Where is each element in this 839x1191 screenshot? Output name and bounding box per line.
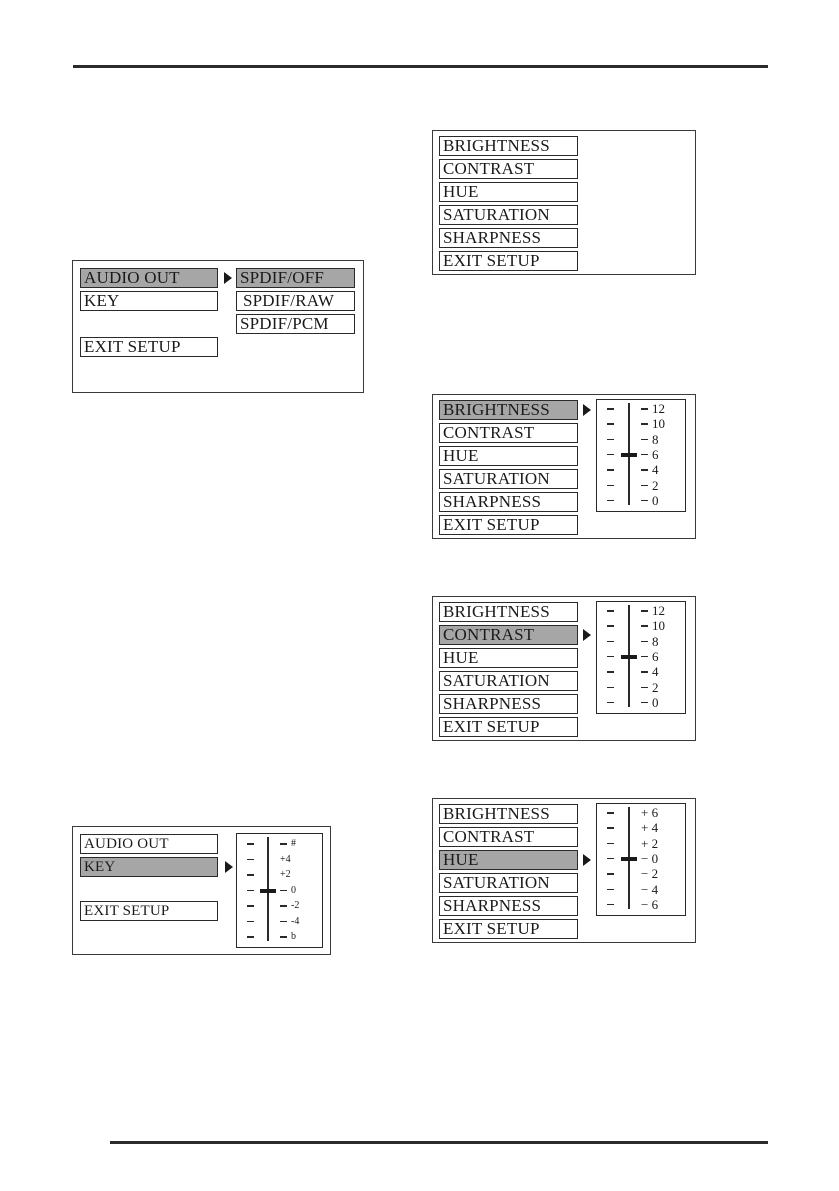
menu-item-sharpness[interactable]: SHARPNESS xyxy=(439,694,578,714)
menu-item-audio-out[interactable]: AUDIO OUT xyxy=(80,268,218,288)
scale-tick-right xyxy=(641,408,648,410)
menu-item-key[interactable]: KEY xyxy=(80,857,218,877)
scale-tick-right xyxy=(280,921,287,923)
scale-label: 10 xyxy=(652,618,665,634)
menu-item-brightness[interactable]: BRIGHTNESS xyxy=(439,400,578,420)
hue-level-scale[interactable] xyxy=(596,803,686,916)
menu-item-contrast[interactable]: CONTRAST xyxy=(439,423,578,443)
scale-label: + 4 xyxy=(641,820,659,836)
scale-tick-left xyxy=(607,439,614,441)
scale-tick-left xyxy=(607,889,614,891)
scale-tick-left xyxy=(607,454,614,456)
scale-tick-left xyxy=(607,843,614,845)
scale-label: 4 xyxy=(652,664,659,680)
scale-tick-left xyxy=(607,687,614,689)
scale-label: + 6 xyxy=(641,805,659,820)
scale-tick-left xyxy=(607,702,614,704)
slider-knob[interactable] xyxy=(621,857,637,861)
scale-tick-right xyxy=(641,485,648,487)
scale-tick-left xyxy=(607,812,614,814)
brightness-menu xyxy=(432,394,696,539)
menu-item-contrast[interactable]: CONTRAST xyxy=(439,625,578,645)
scale-tick-right xyxy=(641,702,648,704)
scale-tick-right xyxy=(641,687,648,689)
arrow-right-icon xyxy=(225,861,233,873)
menu-item-hue[interactable]: HUE xyxy=(439,850,578,870)
scale-label: 0 xyxy=(291,884,296,896)
menu-item-audio-out[interactable]: AUDIO OUT xyxy=(80,834,218,854)
menu-item-exit-setup[interactable]: EXIT SETUP xyxy=(439,919,578,939)
scale-tick-right xyxy=(641,454,648,456)
slider-knob[interactable] xyxy=(260,889,276,893)
top-rule xyxy=(73,65,768,68)
scale-label: − 2 xyxy=(641,866,659,882)
arrow-right-icon xyxy=(224,272,232,284)
scale-tick-right xyxy=(280,905,287,907)
scale-label: # xyxy=(291,838,296,849)
menu-item-brightness[interactable]: BRIGHTNESS xyxy=(439,602,578,622)
video-setup-menu xyxy=(432,130,696,275)
scale-label: 8 xyxy=(652,633,659,649)
scale-label: 2 xyxy=(652,679,659,695)
menu-item-exit-setup[interactable]: EXIT SETUP xyxy=(439,717,578,737)
scale-tick-left xyxy=(607,858,614,860)
option-spdif-off[interactable]: SPDIF/OFF xyxy=(236,268,355,288)
scale-tick-left xyxy=(607,671,614,673)
contrast-menu xyxy=(432,596,696,741)
scale-tick-right xyxy=(641,500,648,502)
hue-menu xyxy=(432,798,696,943)
menu-item-exit-setup[interactable]: EXIT SETUP xyxy=(80,901,218,921)
scale-label: 12 xyxy=(652,603,665,618)
scale-tick-left xyxy=(607,656,614,658)
menu-item-exit-setup[interactable]: EXIT SETUP xyxy=(80,337,218,357)
scale-label: 0 xyxy=(652,694,659,710)
menu-item-hue[interactable]: HUE xyxy=(439,182,578,202)
scale-tick-left xyxy=(607,408,614,410)
key-setup-menu xyxy=(72,826,331,955)
scale-label: 4 xyxy=(652,462,659,478)
scale-tick-left xyxy=(607,485,614,487)
slider-knob[interactable] xyxy=(621,453,637,457)
scale-tick-right xyxy=(641,641,648,643)
scale-label: − 6 xyxy=(641,896,659,912)
scale-tick-left xyxy=(607,610,614,612)
menu-item-hue[interactable]: HUE xyxy=(439,446,578,466)
scale-label: 2 xyxy=(652,477,659,493)
brightness-level-scale[interactable] xyxy=(596,399,686,512)
scale-tick-right xyxy=(641,610,648,612)
bottom-rule xyxy=(110,1141,768,1144)
arrow-right-icon xyxy=(583,854,591,866)
scale-label: + 2 xyxy=(641,835,659,851)
menu-item-saturation[interactable]: SATURATION xyxy=(439,205,578,225)
scale-tick-right xyxy=(641,625,648,627)
scale-label: +2 xyxy=(280,869,291,880)
scale-tick-left xyxy=(247,874,254,876)
scale-label: 6 xyxy=(652,648,659,664)
arrow-right-icon xyxy=(583,404,591,416)
key-level-scale[interactable] xyxy=(236,833,323,948)
scale-tick-left xyxy=(247,843,254,845)
menu-item-contrast[interactable]: CONTRAST xyxy=(439,159,578,179)
scale-tick-left xyxy=(607,641,614,643)
menu-item-saturation[interactable]: SATURATION xyxy=(439,469,578,489)
menu-item-hue[interactable]: HUE xyxy=(439,648,578,668)
menu-item-key[interactable]: KEY xyxy=(80,291,218,311)
slider-knob[interactable] xyxy=(621,655,637,659)
scale-tick-right xyxy=(641,439,648,441)
audio-setup-menu xyxy=(72,260,364,393)
scale-tick-left xyxy=(247,905,254,907)
option-spdif-pcm[interactable]: SPDIF/PCM xyxy=(236,314,355,334)
scale-tick-right xyxy=(641,469,648,471)
scale-tick-right xyxy=(280,936,287,938)
scale-tick-right xyxy=(641,656,648,658)
scale-tick-left xyxy=(607,625,614,627)
scale-tick-left xyxy=(247,921,254,923)
menu-item-sharpness[interactable]: SHARPNESS xyxy=(439,228,578,248)
scale-tick-left xyxy=(247,859,254,861)
menu-item-sharpness[interactable]: SHARPNESS xyxy=(439,896,578,916)
scale-label: 8 xyxy=(652,431,659,447)
menu-item-saturation[interactable]: SATURATION xyxy=(439,873,578,893)
scale-tick-left xyxy=(607,500,614,502)
scale-tick-right xyxy=(280,843,287,845)
scale-tick-left xyxy=(607,423,614,425)
arrow-right-icon xyxy=(583,629,591,641)
scale-tick-right xyxy=(641,423,648,425)
scale-tick-left xyxy=(607,827,614,829)
scale-label: 10 xyxy=(652,416,665,432)
scale-label: 6 xyxy=(652,446,659,462)
menu-item-brightness[interactable]: BRIGHTNESS xyxy=(439,136,578,156)
menu-item-exit-setup[interactable]: EXIT SETUP xyxy=(439,251,578,271)
scale-tick-left xyxy=(247,936,254,938)
scale-label: 0 xyxy=(652,492,659,508)
scale-label: -4 xyxy=(291,915,300,927)
scale-label: − 4 xyxy=(641,881,659,897)
scale-label: +4 xyxy=(280,853,291,865)
scale-tick-left xyxy=(607,904,614,906)
scale-label: − 0 xyxy=(641,850,659,866)
scale-label: -2 xyxy=(291,900,300,911)
option-spdif-raw[interactable]: SPDIF/RAW xyxy=(236,291,355,311)
scale-tick-left xyxy=(607,469,614,471)
contrast-level-scale[interactable] xyxy=(596,601,686,714)
scale-tick-right xyxy=(641,671,648,673)
menu-item-exit-setup[interactable]: EXIT SETUP xyxy=(439,515,578,535)
menu-item-saturation[interactable]: SATURATION xyxy=(439,671,578,691)
scale-tick-left xyxy=(607,873,614,875)
scale-tick-left xyxy=(247,890,254,892)
scale-label: 12 xyxy=(652,401,665,416)
menu-item-brightness[interactable]: BRIGHTNESS xyxy=(439,804,578,824)
menu-item-sharpness[interactable]: SHARPNESS xyxy=(439,492,578,512)
menu-item-contrast[interactable]: CONTRAST xyxy=(439,827,578,847)
scale-tick-right xyxy=(280,890,287,892)
scale-label: b xyxy=(291,931,296,942)
